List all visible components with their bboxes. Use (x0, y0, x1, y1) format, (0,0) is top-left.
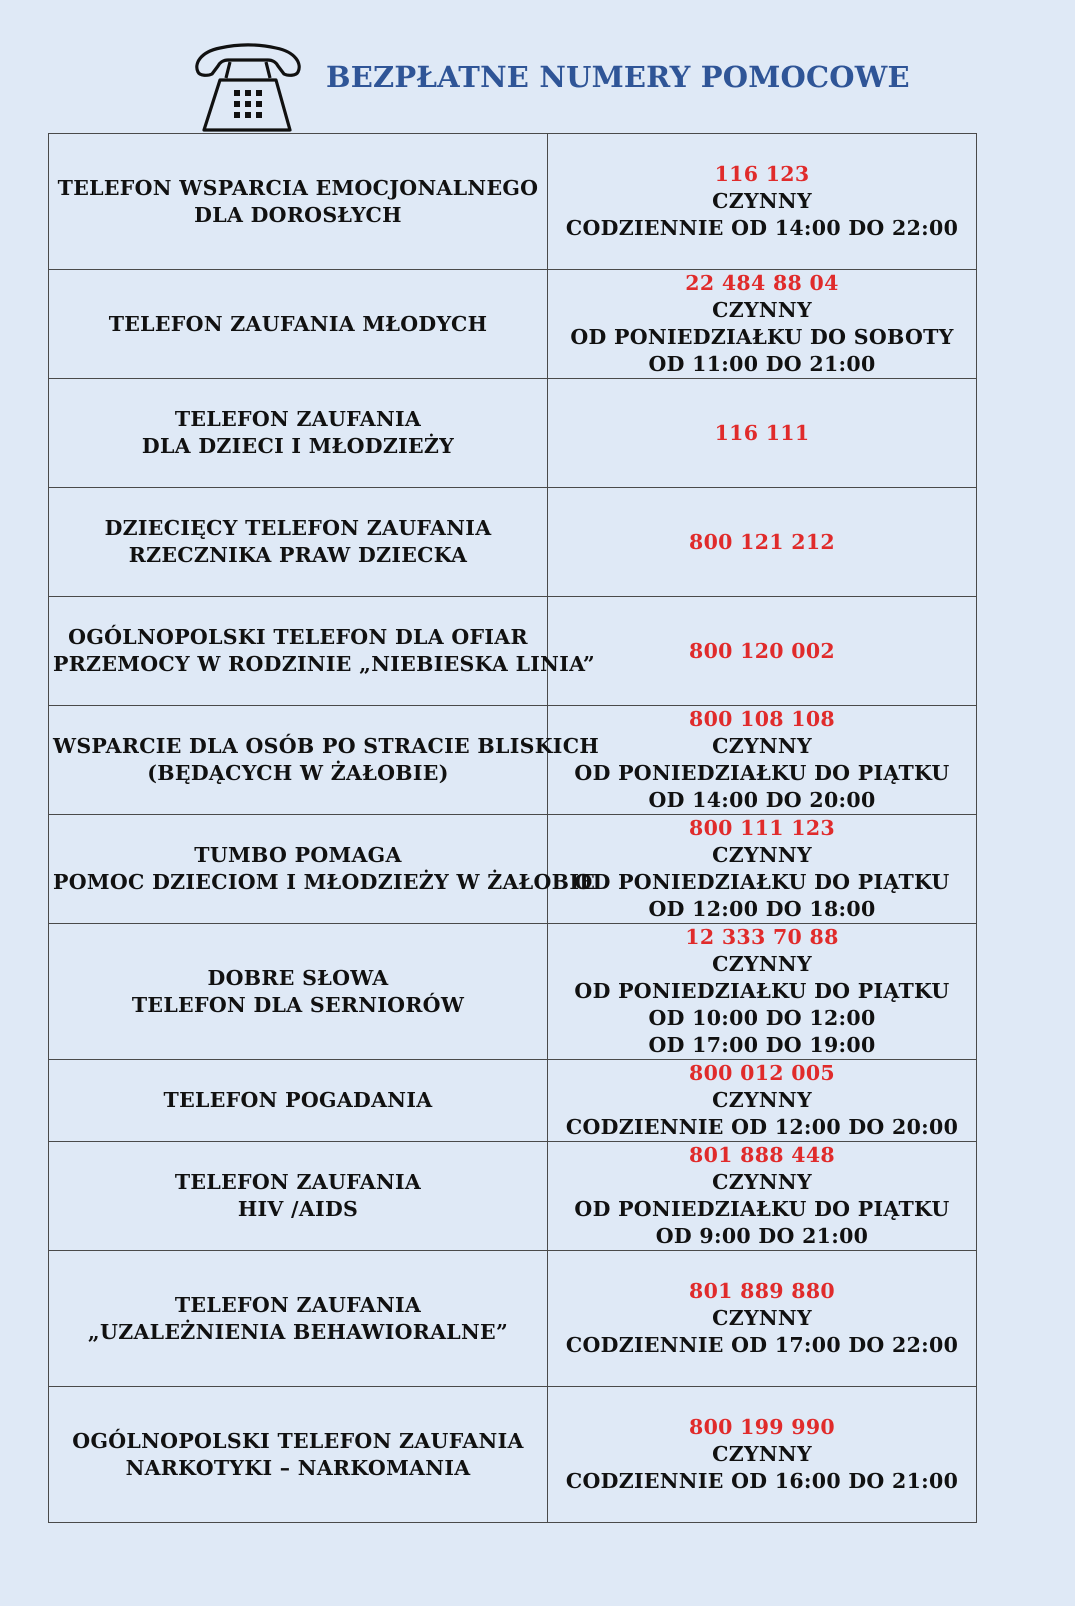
helpline-name-cell (49, 1387, 548, 1523)
helpline-name-line: HIV /AIDS (237, 1197, 359, 1221)
phone-number[interactable]: 800 121 212 (689, 529, 835, 554)
helpline-row (49, 379, 977, 488)
availability-line: OD 12:00 DO 18:00 (648, 897, 876, 921)
helpline-info-cell (548, 1142, 977, 1251)
helpline-name-line: TUMBO POMAGA (194, 843, 402, 867)
helpline-info-cell (548, 1060, 977, 1142)
helpline-name-cell (49, 1251, 548, 1387)
helpline-info-cell (548, 270, 977, 379)
helpline-name-line: PRZEMOCY W RODZINIE „NIEBIESKA LINIA” (53, 652, 595, 676)
helpline-info-cell (548, 1387, 977, 1523)
availability-line: OD 11:00 DO 21:00 (648, 352, 876, 376)
availability-line: OD 9:00 DO 21:00 (655, 1224, 869, 1248)
helpline-row (49, 924, 977, 1060)
availability-line: OD PONIEDZIAŁKU DO PIĄTKU (574, 979, 950, 1003)
helpline-name-line: (BĘDĄCYCH W ŻAŁOBIE) (147, 761, 449, 785)
phone-number[interactable]: 801 889 880 (689, 1279, 835, 1303)
helpline-row (49, 1060, 977, 1142)
helpline-name-cell (49, 706, 599, 815)
phone-number[interactable]: 800 111 123 (689, 816, 835, 840)
helpline-info-cell (548, 1251, 977, 1387)
helpline-name-line: DZIECIĘCY TELEFON ZAUFANIA (104, 516, 492, 540)
helpline-row (49, 706, 977, 815)
helpline-name-cell (49, 597, 595, 706)
availability-line: CZYNNY (712, 952, 812, 976)
phone-number[interactable]: 800 120 002 (689, 638, 835, 663)
telephone-icon (190, 42, 306, 134)
availability-line: OD 14:00 DO 20:00 (648, 788, 876, 812)
phone-number[interactable]: 116 111 (714, 420, 810, 445)
page-title: BEZPŁATNE NUMERY POMOCOWE (326, 60, 910, 94)
helpline-name-line: „UZALEŻNIENIA BEHAWIORALNE” (87, 1319, 509, 1344)
phone-number[interactable]: 800 199 990 (689, 1415, 835, 1439)
helpline-name-line: OGÓLNOPOLSKI TELEFON ZAUFANIA (72, 1428, 524, 1453)
helpline-info-cell (548, 924, 977, 1060)
helpline-row (49, 488, 977, 597)
helpline-name-line: POMOC DZIECIOM I MŁODZIEŻY W ŻAŁOBIE (53, 870, 596, 894)
availability-line: OD 10:00 DO 12:00 (648, 1006, 876, 1030)
page-header (0, 38, 1075, 138)
helpline-row (49, 815, 977, 924)
availability-line: CZYNNY (712, 1442, 812, 1466)
availability-line: CODZIENNIE OD 17:00 DO 22:00 (565, 1333, 959, 1357)
helpline-name-cell (49, 488, 548, 597)
helpline-row (49, 1387, 977, 1523)
helpline-info-cell (548, 379, 977, 488)
helpline-info-cell (548, 488, 977, 597)
helpline-table-body (49, 134, 977, 1523)
availability-line: CODZIENNIE OD 12:00 DO 20:00 (565, 1115, 959, 1139)
helpline-name-line: RZECZNIKA PRAW DZIECKA (128, 543, 468, 567)
helpline-name-cell (49, 815, 596, 924)
helpline-row (49, 270, 977, 379)
helpline-row (49, 1251, 977, 1387)
helpline-name-line: TELEFON ZAUFANIA MŁODYCH (108, 311, 488, 336)
helpline-name-line: TELEFON ZAUFANIA (174, 1170, 422, 1194)
helpline-name-cell (49, 134, 548, 270)
availability-line: OD PONIEDZIAŁKU DO PIĄTKU (574, 761, 950, 785)
availability-line: CZYNNY (712, 1306, 812, 1330)
availability-line: CZYNNY (712, 1088, 812, 1112)
helpline-name-line: DOBRE SŁOWA (207, 965, 389, 990)
helpline-name-line: TELEFON POGADANIA (163, 1088, 433, 1112)
availability-line: CZYNNY (712, 298, 812, 322)
availability-line: CZYNNY (712, 734, 812, 758)
helpline-name-cell (49, 1142, 548, 1251)
helpline-name-line: WSPARCIE DLA OSÓB PO STRACIE BLISKICH (53, 734, 599, 758)
helpline-info-cell (548, 706, 977, 815)
helpline-info-cell (548, 815, 977, 924)
phone-number[interactable]: 800 012 005 (689, 1061, 835, 1085)
availability-line: CODZIENNIE OD 14:00 DO 22:00 (565, 216, 959, 240)
helpline-name-cell (49, 379, 548, 488)
availability-line: OD 17:00 DO 19:00 (648, 1033, 876, 1057)
phone-number[interactable]: 12 333 70 88 (685, 925, 839, 949)
helpline-name-line: DLA DOROSŁYCH (194, 202, 402, 227)
helpline-name-line: TELEFON DLA SERNIORÓW (131, 992, 465, 1017)
phone-number[interactable]: 116 123 (714, 162, 810, 186)
phone-number[interactable]: 800 108 108 (689, 707, 835, 731)
availability-line: OD PONIEDZIAŁKU DO PIĄTKU (574, 870, 950, 894)
helpline-info-cell (548, 597, 977, 706)
helpline-info-cell (548, 134, 977, 270)
helpline-row (49, 1142, 977, 1251)
availability-line: OD PONIEDZIAŁKU DO SOBOTY (570, 325, 954, 349)
helpline-name-line: TELEFON ZAUFANIA (174, 1292, 422, 1317)
availability-line: CZYNNY (712, 1170, 812, 1194)
helpline-name-line: NARKOTYKI – NARKOMANIA (125, 1455, 471, 1480)
phone-number[interactable]: 22 484 88 04 (685, 271, 839, 295)
helpline-name-cell (49, 1060, 548, 1142)
helpline-name-line: TELEFON WSPARCIA EMOCJONALNEGO (57, 175, 539, 200)
phone-number[interactable]: 801 888 448 (689, 1143, 835, 1167)
helpline-name-line: TELEFON ZAUFANIA (174, 407, 422, 431)
helpline-name-cell (49, 270, 548, 379)
helpline-name-cell (49, 924, 548, 1060)
availability-line: CZYNNY (712, 189, 812, 213)
helpline-row (49, 597, 977, 706)
helpline-name-line: DLA DZIECI I MŁODZIEŻY (141, 434, 455, 458)
helpline-row (49, 134, 977, 270)
availability-line: CODZIENNIE OD 16:00 DO 21:00 (565, 1469, 959, 1493)
availability-line: CZYNNY (712, 843, 812, 867)
availability-line: OD PONIEDZIAŁKU DO PIĄTKU (574, 1197, 950, 1221)
helpline-table (48, 133, 977, 1523)
helpline-name-line: OGÓLNOPOLSKI TELEFON DLA OFIAR (68, 625, 528, 649)
